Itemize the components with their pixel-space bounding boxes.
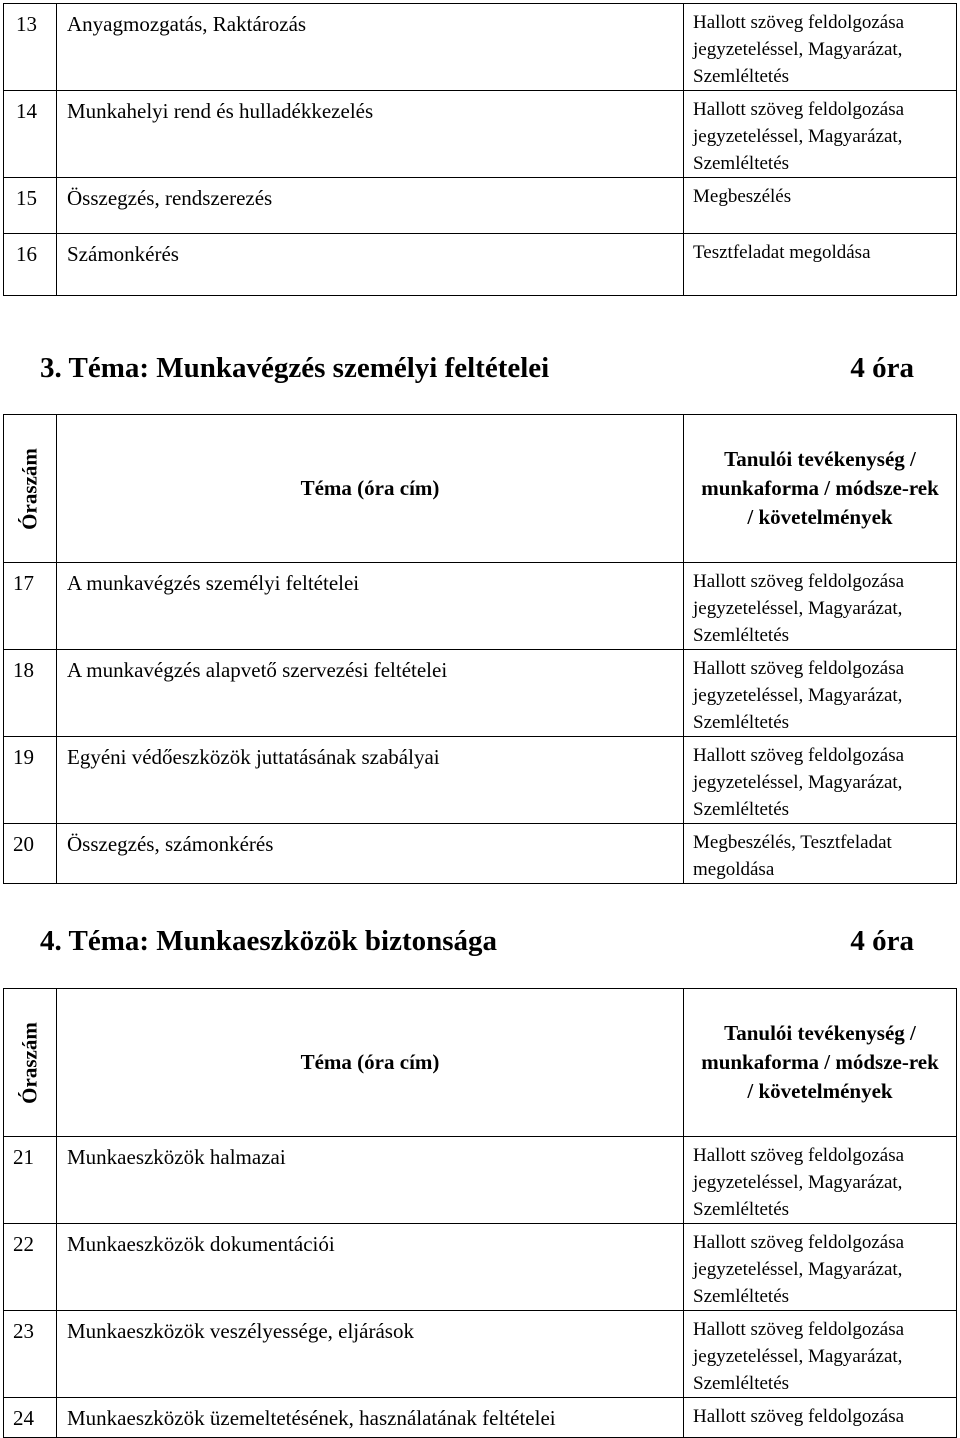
lesson-number: 22	[4, 1224, 57, 1311]
lesson-activity: Hallott szöveg feldolgozása jegyzeteléssel, Magyarázat, Szemléltetés	[684, 563, 957, 650]
lesson-activity: Hallott szöveg feldolgozása jegyzeteléssel, Magyarázat, Szemléltetés	[684, 650, 957, 737]
section-title: 3. Téma: Munkavégzés személyi feltételei	[40, 352, 550, 384]
section-3-heading	[40, 352, 914, 385]
lesson-number: 14	[4, 91, 57, 178]
lesson-topic: Összegzés, számonkérés	[57, 824, 684, 884]
lesson-topic: Anyagmozgatás, Raktározás	[57, 4, 684, 91]
section-4-table	[3, 988, 957, 1438]
lesson-number: 20	[4, 824, 57, 884]
table-row	[4, 1137, 957, 1224]
lesson-topic: Egyéni védőeszközök juttatásának szabályai	[57, 737, 684, 824]
lesson-topic: Munkaeszközök üzemeltetésének, használatának feltételei	[57, 1398, 684, 1438]
table-row	[4, 737, 957, 824]
header-hours-cell	[4, 989, 57, 1137]
table-row	[4, 824, 957, 884]
header-hours: Óraszám	[17, 1021, 42, 1104]
lesson-number: 23	[4, 1311, 57, 1398]
lesson-number: 21	[4, 1137, 57, 1224]
table-row	[4, 178, 957, 234]
lesson-activity: Megbeszélés, Tesztfeladat megoldása	[684, 824, 957, 884]
lesson-number: 18	[4, 650, 57, 737]
lesson-activity: Hallott szöveg feldolgozása jegyzeteléssel, Magyarázat, Szemléltetés	[684, 1224, 957, 1311]
lesson-number: 17	[4, 563, 57, 650]
header-topic: Téma (óra cím)	[57, 989, 684, 1137]
lesson-number: 15	[4, 178, 57, 234]
table-row	[4, 4, 957, 91]
lesson-activity: Hallott szöveg feldolgozása jegyzeteléssel, Magyarázat, Szemléltetés	[684, 4, 957, 91]
table-row	[4, 1224, 957, 1311]
lesson-activity: Hallott szöveg feldolgozása jegyzeteléssel, Magyarázat, Szemléltetés	[684, 91, 957, 178]
header-topic: Téma (óra cím)	[57, 415, 684, 563]
lesson-topic: Munkaeszközök dokumentációi	[57, 1224, 684, 1311]
lesson-activity: Hallott szöveg feldolgozása	[684, 1398, 957, 1438]
table-row	[4, 91, 957, 178]
lesson-topic: Munkahelyi rend és hulladékkezelés	[57, 91, 684, 178]
lesson-activity: Hallott szöveg feldolgozása jegyzeteléssel, Magyarázat, Szemléltetés	[684, 1311, 957, 1398]
header-activity: Tanulói tevékenység / munkaforma / módsze-rek / követelmények	[684, 415, 957, 563]
table-row	[4, 650, 957, 737]
table-header-row	[4, 415, 957, 563]
section-hours: 4 óra	[850, 352, 914, 384]
section-3-table	[3, 414, 957, 884]
lesson-activity: Hallott szöveg feldolgozása jegyzeteléssel, Magyarázat, Szemléltetés	[684, 737, 957, 824]
section-title: 4. Téma: Munkaeszközök biztonsága	[40, 925, 498, 957]
section-4-heading	[40, 925, 914, 958]
lesson-topic: A munkavégzés személyi feltételei	[57, 563, 684, 650]
lesson-topic: Munkaeszközök veszélyessége, eljárások	[57, 1311, 684, 1398]
table-row	[4, 1398, 957, 1438]
lesson-activity: Hallott szöveg feldolgozása jegyzeteléssel, Magyarázat, Szemléltetés	[684, 1137, 957, 1224]
table-row	[4, 1311, 957, 1398]
lesson-number: 16	[4, 234, 57, 296]
header-hours: Óraszám	[17, 447, 42, 530]
lesson-number: 13	[4, 4, 57, 91]
lesson-number: 19	[4, 737, 57, 824]
section-hours: 4 óra	[850, 925, 914, 957]
table-header-row	[4, 989, 957, 1137]
table-row	[4, 234, 957, 296]
lesson-topic: Összegzés, rendszerezés	[57, 178, 684, 234]
table-row	[4, 563, 957, 650]
lesson-topic: Számonkérés	[57, 234, 684, 296]
header-activity: Tanulói tevékenység / munkaforma / módsze-rek / követelmények	[684, 989, 957, 1137]
lessons-table-continued	[3, 3, 957, 296]
lesson-activity: Megbeszélés	[684, 178, 957, 234]
header-hours-cell	[4, 415, 57, 563]
lesson-activity: Tesztfeladat megoldása	[684, 234, 957, 296]
lesson-number: 24	[4, 1398, 57, 1438]
lesson-topic: Munkaeszközök halmazai	[57, 1137, 684, 1224]
lesson-topic: A munkavégzés alapvető szervezési feltételei	[57, 650, 684, 737]
